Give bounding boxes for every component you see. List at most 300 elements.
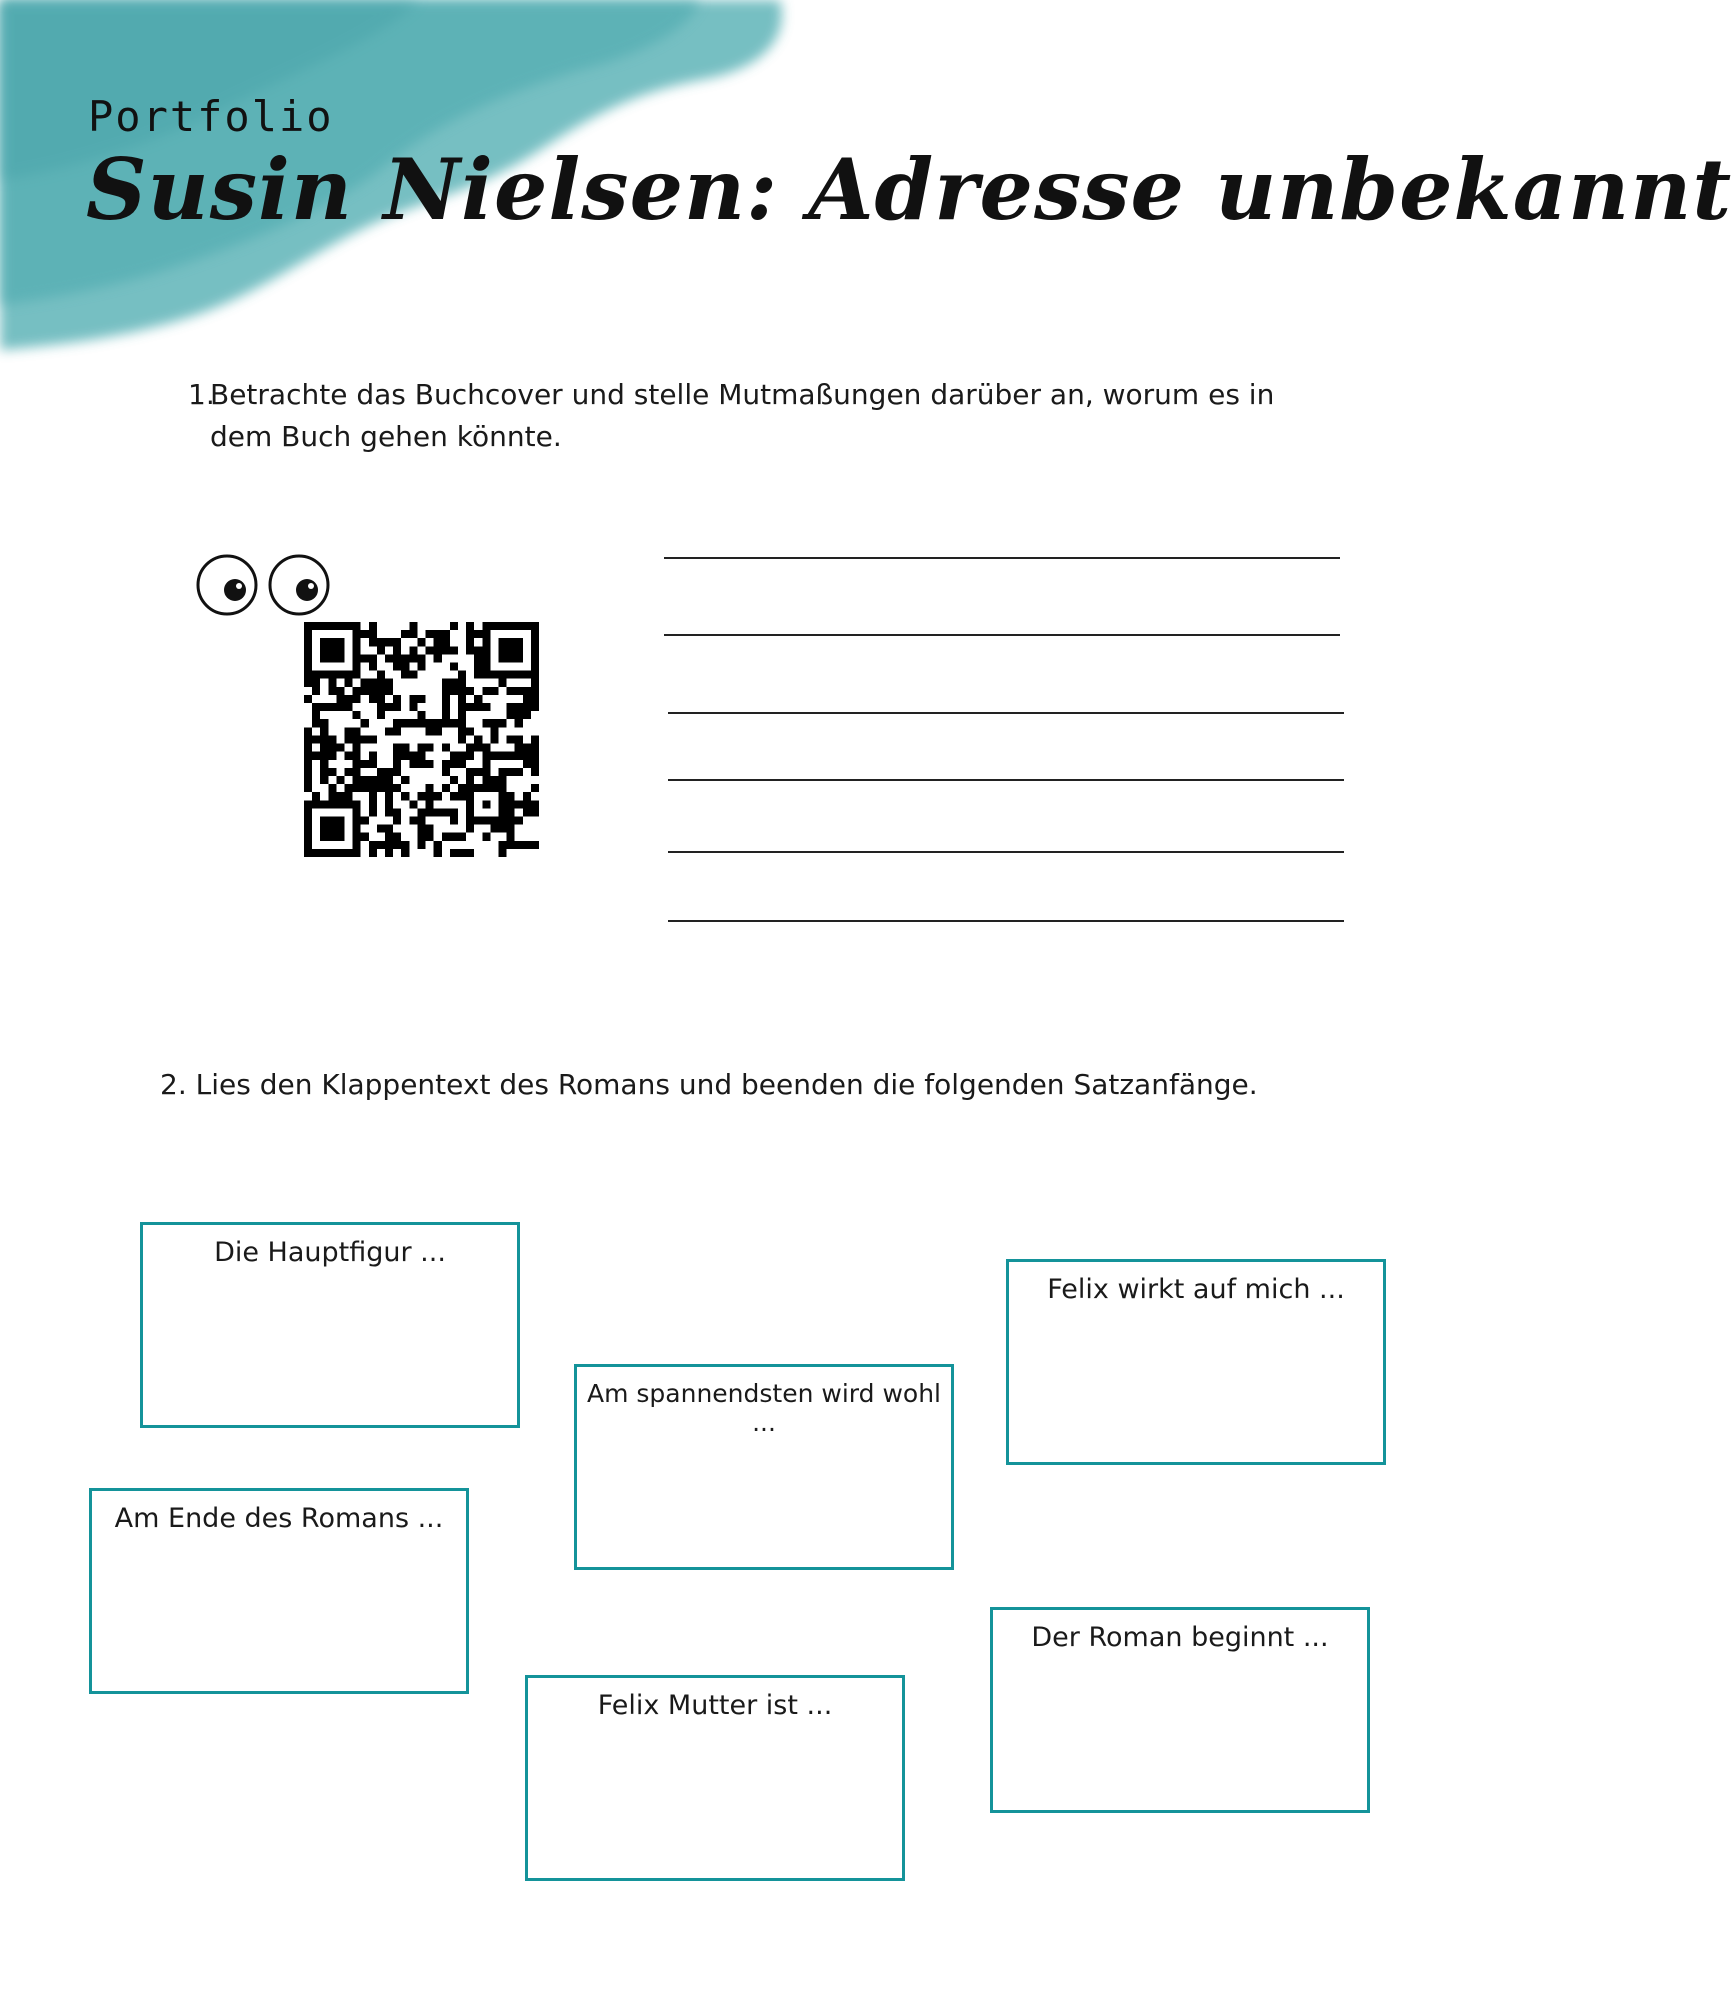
qr-module: [507, 622, 515, 630]
qr-module: [328, 752, 336, 760]
qr-module: [531, 663, 539, 671]
qr-module: [320, 833, 328, 841]
qr-module: [426, 833, 434, 841]
qr-module: [377, 825, 385, 833]
qr-module: [458, 792, 466, 800]
qr-module: [385, 654, 393, 662]
qr-module: [498, 671, 506, 679]
qr-module: [482, 622, 490, 630]
qr-module: [442, 711, 450, 719]
qr-module: [409, 800, 417, 808]
qr-module: [320, 816, 328, 824]
qr-module: [345, 703, 353, 711]
qr-module: [531, 808, 539, 816]
qr-module: [353, 711, 361, 719]
qr-module: [353, 849, 361, 857]
qr-module: [498, 825, 506, 833]
qr-module: [417, 711, 425, 719]
qr-module: [385, 768, 393, 776]
qr-module: [353, 833, 361, 841]
qr-module: [353, 622, 361, 630]
answer-box-label: Die Hauptfigur ...: [214, 1237, 446, 1268]
qr-module: [442, 784, 450, 792]
qr-module: [369, 622, 377, 630]
qr-module: [458, 671, 466, 679]
qr-module: [507, 671, 515, 679]
qr-module: [466, 784, 474, 792]
answer-line[interactable]: [664, 557, 1340, 559]
qr-module: [304, 663, 312, 671]
qr-module: [458, 833, 466, 841]
qr-module: [361, 687, 369, 695]
qr-module: [515, 768, 523, 776]
qr-module: [304, 695, 312, 703]
qr-module: [531, 768, 539, 776]
qr-module: [515, 800, 523, 808]
answer-box-felix-wirkt[interactable]: [1006, 1259, 1386, 1465]
qr-module: [490, 727, 498, 735]
qr-module: [450, 792, 458, 800]
qr-module: [304, 816, 312, 824]
qr-module: [401, 752, 409, 760]
qr-module: [304, 841, 312, 849]
qr-module: [361, 833, 369, 841]
qr-module: [482, 752, 490, 760]
qr-module: [442, 646, 450, 654]
qr-module: [507, 816, 515, 824]
qr-module: [426, 792, 434, 800]
answer-box-hauptfigur[interactable]: [140, 1222, 520, 1428]
qr-module: [385, 687, 393, 695]
qr-module: [531, 671, 539, 679]
qr-module: [515, 711, 523, 719]
qr-module: [515, 687, 523, 695]
qr-module: [304, 735, 312, 743]
qr-module: [345, 768, 353, 776]
qr-module: [498, 816, 506, 824]
qr-module: [328, 703, 336, 711]
qr-module: [434, 630, 442, 638]
qr-module: [312, 671, 320, 679]
qr-module: [417, 663, 425, 671]
qr-module: [531, 638, 539, 646]
answer-box-roman-beginnt[interactable]: [990, 1607, 1370, 1813]
qr-module: [393, 816, 401, 824]
qr-module: [345, 735, 353, 743]
qr-module: [490, 671, 498, 679]
qr-module: [320, 727, 328, 735]
qr-module: [361, 735, 369, 743]
qr-module: [531, 679, 539, 687]
qr-module: [353, 752, 361, 760]
answer-line[interactable]: [668, 920, 1344, 922]
qr-module: [336, 695, 344, 703]
qr-module: [328, 744, 336, 752]
qr-module: [426, 630, 434, 638]
qr-module: [336, 744, 344, 752]
qr-module: [353, 638, 361, 646]
qr-module: [328, 800, 336, 808]
qr-module: [531, 760, 539, 768]
qr-module: [353, 687, 361, 695]
qr-module: [507, 800, 515, 808]
qr-module: [442, 808, 450, 816]
qr-module: [336, 776, 344, 784]
qr-module: [369, 663, 377, 671]
qr-module: [442, 630, 450, 638]
qr-module: [336, 654, 344, 662]
qr-module: [377, 679, 385, 687]
task-1-number: 1.: [188, 378, 215, 411]
qr-module: [369, 784, 377, 792]
page-title: Susin Nielsen: Adresse unbekannt: [86, 140, 1732, 239]
qr-module: [353, 776, 361, 784]
qr-module: [474, 735, 482, 743]
qr-module: [417, 825, 425, 833]
qr-module: [523, 671, 531, 679]
qr-module: [442, 695, 450, 703]
qr-module: [393, 833, 401, 841]
answer-box-mutter[interactable]: [525, 1675, 905, 1881]
qr-module: [426, 760, 434, 768]
qr-module: [482, 760, 490, 768]
qr-module: [434, 849, 442, 857]
qr-module: [531, 752, 539, 760]
qr-module: [369, 841, 377, 849]
qr-module: [320, 849, 328, 857]
qr-module: [417, 816, 425, 824]
qr-module: [328, 671, 336, 679]
qr-module: [442, 687, 450, 695]
qr-module: [336, 825, 344, 833]
qr-module: [369, 687, 377, 695]
googly-eyes-icon: [195, 552, 335, 618]
qr-module: [385, 849, 393, 857]
qr-module: [474, 744, 482, 752]
qr-module: [450, 646, 458, 654]
qr-module: [320, 735, 328, 743]
qr-module: [515, 638, 523, 646]
qr-module: [369, 800, 377, 808]
qr-module: [361, 760, 369, 768]
qr-module: [336, 849, 344, 857]
qr-module: [523, 703, 531, 711]
qr-module: [336, 833, 344, 841]
qr-module: [393, 727, 401, 735]
qr-code[interactable]: [304, 622, 539, 857]
qr-module: [434, 841, 442, 849]
qr-module: [328, 679, 336, 687]
qr-module: [498, 719, 506, 727]
answer-box-label: Am spannendsten wird wohl ...: [587, 1379, 941, 1437]
answer-box-label: Am Ende des Romans ...: [114, 1503, 444, 1534]
qr-module: [312, 849, 320, 857]
qr-module: [434, 638, 442, 646]
qr-module: [507, 638, 515, 646]
qr-module: [401, 630, 409, 638]
qr-module: [434, 727, 442, 735]
qr-module: [523, 711, 531, 719]
answer-line[interactable]: [668, 712, 1344, 714]
qr-module: [409, 703, 417, 711]
qr-module: [482, 744, 490, 752]
qr-module: [498, 638, 506, 646]
qr-module: [353, 841, 361, 849]
qr-module: [458, 695, 466, 703]
qr-module: [466, 792, 474, 800]
qr-module: [531, 841, 539, 849]
qr-module: [328, 638, 336, 646]
portfolio-label: Portfolio: [88, 92, 334, 141]
qr-module: [353, 695, 361, 703]
qr-module: [320, 654, 328, 662]
qr-module: [353, 760, 361, 768]
qr-module: [353, 784, 361, 792]
qr-module: [507, 825, 515, 833]
qr-module: [458, 849, 466, 857]
qr-module: [320, 719, 328, 727]
qr-module: [304, 679, 312, 687]
qr-module: [442, 760, 450, 768]
qr-module: [490, 752, 498, 760]
qr-module: [523, 760, 531, 768]
qr-module: [353, 825, 361, 833]
qr-module: [353, 768, 361, 776]
qr-module: [345, 679, 353, 687]
qr-module: [482, 687, 490, 695]
qr-module: [474, 816, 482, 824]
qr-module: [304, 622, 312, 630]
qr-module: [417, 760, 425, 768]
qr-module: [482, 646, 490, 654]
qr-module: [515, 744, 523, 752]
qr-module: [450, 816, 458, 824]
qr-module: [409, 630, 417, 638]
qr-module: [498, 646, 506, 654]
qr-module: [320, 703, 328, 711]
qr-module: [409, 719, 417, 727]
qr-module: [482, 816, 490, 824]
qr-module: [385, 800, 393, 808]
qr-module: [531, 695, 539, 703]
qr-module: [401, 671, 409, 679]
qr-module: [426, 646, 434, 654]
answer-line[interactable]: [668, 851, 1344, 853]
qr-module: [523, 752, 531, 760]
qr-module: [466, 687, 474, 695]
qr-module: [320, 800, 328, 808]
qr-module: [385, 808, 393, 816]
qr-module: [523, 744, 531, 752]
qr-module: [507, 808, 515, 816]
answer-box-label: Felix wirkt auf mich ...: [1047, 1274, 1345, 1305]
qr-module: [523, 792, 531, 800]
answer-box-spannendsten[interactable]: [574, 1364, 954, 1570]
answer-box-ende[interactable]: [89, 1488, 469, 1694]
qr-module: [345, 784, 353, 792]
answer-line[interactable]: [664, 634, 1340, 636]
qr-module: [458, 719, 466, 727]
qr-module: [369, 760, 377, 768]
qr-module: [312, 800, 320, 808]
qr-module: [304, 671, 312, 679]
qr-module: [409, 752, 417, 760]
qr-module: [490, 735, 498, 743]
qr-module: [320, 622, 328, 630]
qr-module: [369, 679, 377, 687]
qr-module: [385, 703, 393, 711]
task-1: [188, 374, 1338, 458]
qr-module: [336, 800, 344, 808]
qr-module: [498, 808, 506, 816]
qr-module: [353, 744, 361, 752]
qr-module: [426, 800, 434, 808]
qr-module: [507, 654, 515, 662]
qr-module: [328, 833, 336, 841]
qr-module: [345, 800, 353, 808]
qr-module: [466, 776, 474, 784]
qr-module: [377, 711, 385, 719]
qr-module: [531, 622, 539, 630]
qr-module: [345, 752, 353, 760]
qr-module: [304, 768, 312, 776]
qr-module: [531, 735, 539, 743]
qr-module: [450, 687, 458, 695]
qr-module: [507, 735, 515, 743]
qr-module: [393, 808, 401, 816]
qr-module: [531, 800, 539, 808]
qr-module: [507, 768, 515, 776]
qr-module: [393, 663, 401, 671]
qr-module: [304, 638, 312, 646]
qr-module: [369, 654, 377, 662]
answer-box-label: Der Roman beginnt ...: [1031, 1622, 1329, 1653]
qr-module: [498, 768, 506, 776]
qr-module: [474, 703, 482, 711]
qr-module: [442, 679, 450, 687]
qr-module: [328, 687, 336, 695]
qr-module: [328, 654, 336, 662]
qr-module: [312, 679, 320, 687]
qr-module: [531, 687, 539, 695]
qr-module: [515, 703, 523, 711]
qr-module: [426, 719, 434, 727]
qr-module: [515, 671, 523, 679]
qr-module: [417, 752, 425, 760]
qr-module: [442, 744, 450, 752]
qr-module: [393, 695, 401, 703]
qr-module: [474, 671, 482, 679]
qr-module: [393, 768, 401, 776]
qr-module: [417, 744, 425, 752]
qr-module: [482, 719, 490, 727]
qr-module: [482, 833, 490, 841]
qr-module: [523, 622, 531, 630]
qr-module: [377, 687, 385, 695]
qr-module: [409, 816, 417, 824]
qr-module: [377, 703, 385, 711]
qr-module: [401, 849, 409, 857]
qr-module: [498, 679, 506, 687]
qr-module: [417, 654, 425, 662]
qr-module: [466, 622, 474, 630]
qr-module: [361, 776, 369, 784]
qr-module: [328, 784, 336, 792]
qr-module: [515, 816, 523, 824]
qr-module: [345, 727, 353, 735]
qr-module: [426, 825, 434, 833]
qr-module: [377, 671, 385, 679]
qr-module: [393, 752, 401, 760]
qr-module: [466, 816, 474, 824]
qr-module: [312, 752, 320, 760]
qr-module: [498, 622, 506, 630]
qr-module: [426, 727, 434, 735]
qr-module: [531, 654, 539, 662]
qr-module: [304, 784, 312, 792]
qr-module: [328, 849, 336, 857]
qr-module: [490, 776, 498, 784]
qr-module: [482, 784, 490, 792]
qr-module: [507, 711, 515, 719]
qr-module: [458, 727, 466, 735]
qr-module: [498, 800, 506, 808]
qr-module: [401, 654, 409, 662]
qr-module: [474, 654, 482, 662]
qr-module: [312, 735, 320, 743]
qr-module: [401, 663, 409, 671]
qr-module: [417, 638, 425, 646]
answer-line[interactable]: [668, 779, 1344, 781]
qr-module: [466, 744, 474, 752]
qr-module: [466, 825, 474, 833]
qr-module: [417, 719, 425, 727]
qr-module: [531, 646, 539, 654]
qr-module: [353, 816, 361, 824]
qr-module: [442, 768, 450, 776]
qr-module: [353, 735, 361, 743]
qr-module: [490, 687, 498, 695]
qr-module: [434, 719, 442, 727]
qr-module: [393, 760, 401, 768]
qr-module: [304, 825, 312, 833]
qr-module: [336, 703, 344, 711]
qr-module: [304, 800, 312, 808]
qr-module: [507, 752, 515, 760]
qr-module: [515, 752, 523, 760]
qr-module: [507, 841, 515, 849]
qr-module: [490, 825, 498, 833]
qr-module: [458, 687, 466, 695]
qr-module: [361, 679, 369, 687]
qr-module: [458, 784, 466, 792]
qr-module: [304, 808, 312, 816]
qr-module: [458, 735, 466, 743]
qr-module: [304, 833, 312, 841]
qr-module: [507, 646, 515, 654]
qr-module: [523, 695, 531, 703]
qr-module: [353, 654, 361, 662]
qr-module: [417, 695, 425, 703]
qr-module: [450, 776, 458, 784]
qr-module: [426, 784, 434, 792]
qr-module: [474, 646, 482, 654]
qr-module: [466, 752, 474, 760]
qr-module: [304, 654, 312, 662]
qr-module: [320, 638, 328, 646]
qr-module: [369, 638, 377, 646]
qr-module: [426, 744, 434, 752]
